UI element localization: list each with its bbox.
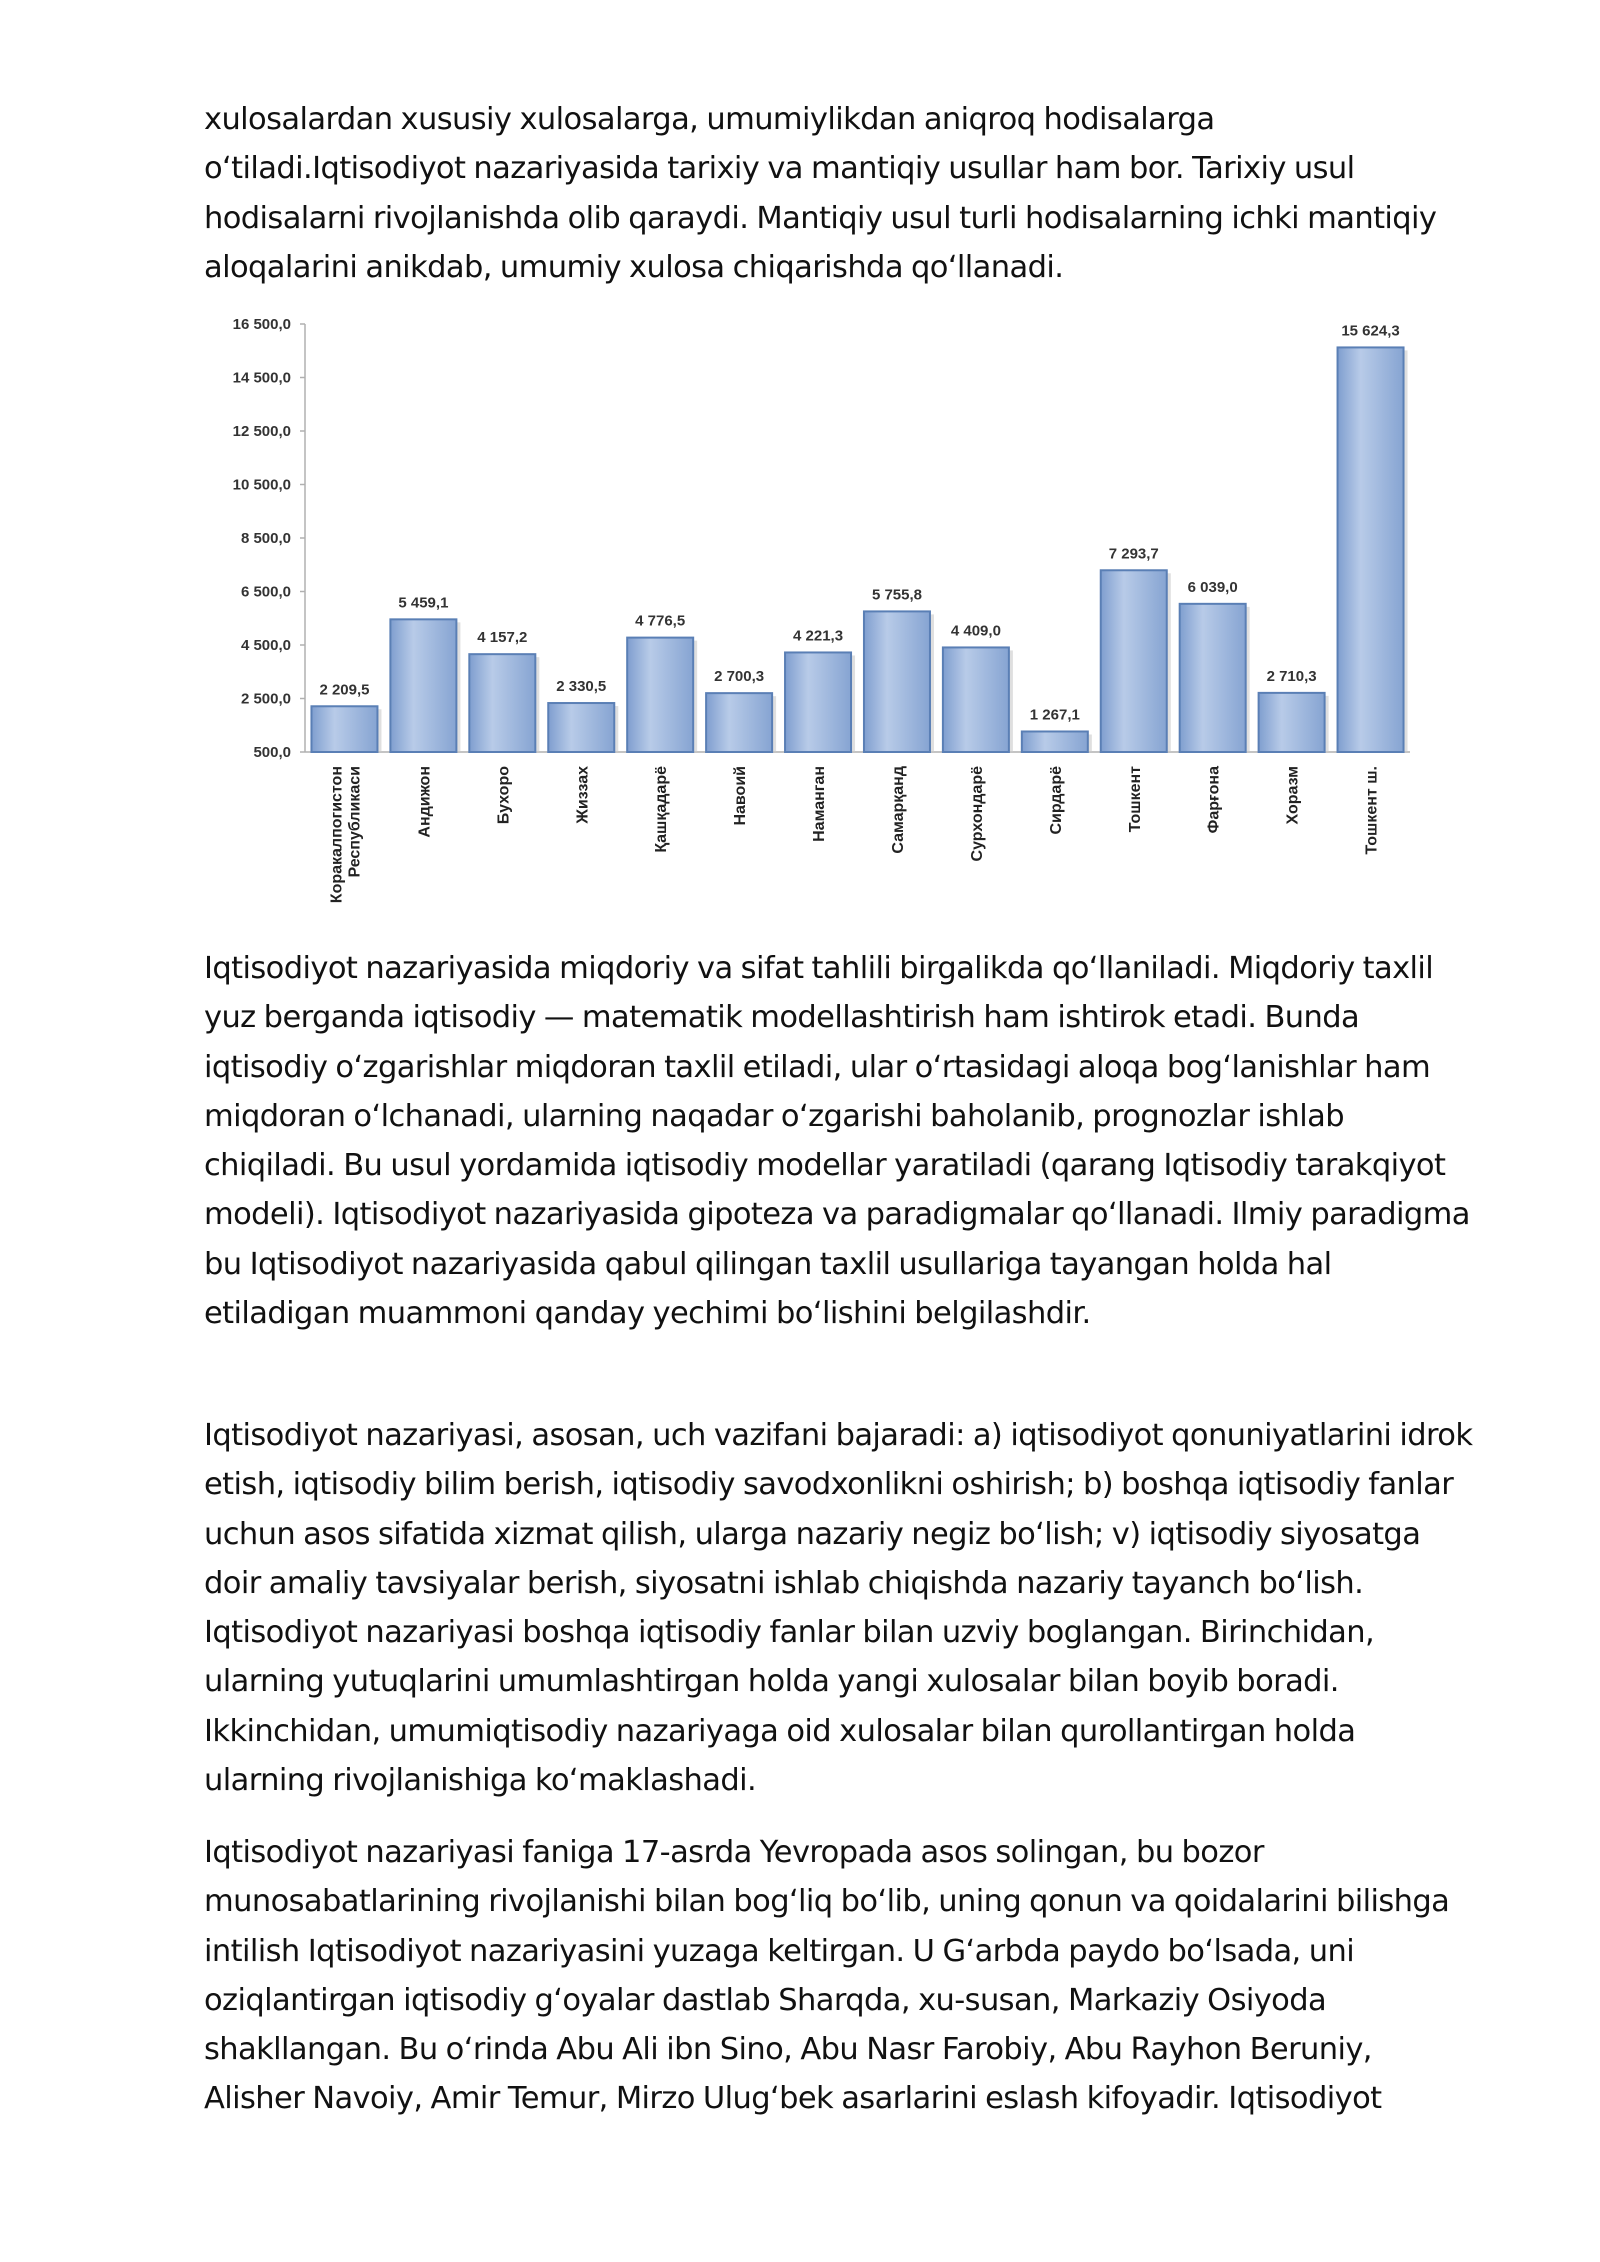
y-tick-label: 12 500,0: [232, 423, 291, 440]
category-label-line: Жиззах: [574, 766, 592, 824]
bar: [311, 706, 377, 752]
category-label: [574, 766, 591, 825]
category-label: [732, 766, 749, 826]
category-label-line: Бухоро: [495, 766, 513, 825]
chart-bars: [311, 347, 1407, 752]
category-label: [1285, 766, 1302, 825]
category-label: [811, 766, 828, 842]
paragraph-analysis: Iqtisodiyot nazariyasida miqdoriy va sifat tahlili birgalikda qo‘llaniladi. Miqdoriy taxlil yuz berganda iqtisodiy — matematik modellashtirish ham ishtirok etadi. Bunda iqtisodiy o‘zgarishlar miqdoran taxlil etiladi, ular o‘rtasidagi aloqa bog‘lanishlar ham miqdoran o‘lchanadi, ularning naqadar o‘zgarishi baholanib, prognozlar ishlab chiqiladi. Bu usul yordamida iqtisodiy modellar yaratiladi (qarang Iqtisodiy tarakqiyot modeli). Iqtisodiyot nazariyasida gipoteza va paradigmalar qo‘llanadi. Ilmiy paradigma bu Iqtisodiyot nazariyasida qabul qilingan taxlil usullariga tayangan holda hal etiladigan muammoni qanday yechimi bo‘lishini belgilashdir.: [204, 951, 1470, 1332]
data-label: 4 157,2: [477, 629, 528, 647]
bar-chart: [200, 305, 1460, 945]
paragraph-intro: xulosalardan xususiy xulosalarga, umumiylikdan aniqroq hodisalarga o‘tiladi.Iqtisodiyot nazariyasida tarixiy va mantiqiy usullar ham bor. Tarixiy usul hodisalarni rivojlanishda olib qaraydi. Mantiqiy usul turli hodisalarning ichki mantiqiy aloqalarini anikdab, umumiy xulosa chiqarishda qo‘llanadi.: [204, 102, 1437, 285]
y-tick-label: 8 500,0: [240, 530, 291, 547]
bar: [1338, 347, 1404, 752]
category-label: [495, 766, 512, 824]
paragraph-functions: Iqtisodiyot nazariyasi, asosan, uch vazifani bajaradi: a) iqtisodiyot qonuniyatlarini idrok etish, iqtisodiy bilim berish, iqtisodiy savodxonlikni oshirish; b) boshqa iqtisodiy fanlar uchun asos sifatida xizmat qilish, ularga nazariy negiz bo‘lish; v) iqtisodiy siyosatga doir amaliy tavsiyalar berish, siyosatni ishlab chiqishda nazariy tayanch bo‘lish. Iqtisodiyot nazariyasi boshqa iqtisodiy fanlar bilan uzviy boglangan. Birinchidan, ularning yutuqlarini umumlashtirgan holda yangi xulosalar bilan boyib boradi. Ikkinchidan, umumiqtisodiy nazariyaga oid xulosalar bilan qurollantirgan holda ularning rivojlanishiga ko‘maklashadi.: [204, 1418, 1473, 1799]
data-label: 2 330,5: [556, 678, 607, 696]
data-label: 15 624,3: [1341, 322, 1400, 340]
category-label: [1048, 766, 1065, 835]
category-label: [416, 766, 433, 838]
y-tick-label: 14 500,0: [232, 369, 291, 387]
data-label: 6 039,0: [1187, 578, 1238, 596]
data-label: 5 755,8: [871, 586, 922, 604]
data-label: 2 710,3: [1266, 667, 1317, 685]
category-label: [328, 766, 363, 903]
bar: [1101, 570, 1167, 752]
bar: [785, 652, 851, 752]
y-tick-label: 2 500,0: [240, 690, 291, 708]
chart-svg: [200, 305, 1460, 945]
y-tick-label: 4 500,0: [240, 637, 291, 654]
category-label: [653, 766, 670, 853]
category-label: [890, 766, 907, 854]
bar: [1259, 693, 1325, 752]
bar: [706, 693, 772, 752]
bar: [390, 619, 456, 752]
category-label-line: Тошкент: [1126, 766, 1144, 833]
data-label: 5 459,1: [398, 594, 449, 612]
category-label: [1364, 766, 1381, 855]
category-label-line: Республикаси: [346, 766, 364, 878]
y-tick-label: 6 500,0: [240, 583, 291, 601]
bar: [1180, 604, 1246, 752]
bar: [469, 654, 535, 752]
paragraph-history: Iqtisodiyot nazariyasi faniga 17-asrda Yevropada asos solingan, bu bozor munosabatlarining rivojlanishi bilan bog‘liq bo‘lib, uning qonun va qoidalarini bilishga intilish Iqtisodiyot nazariyasini yuzaga keltirgan. U G‘arbda paydo bo‘lsada, uni oziqlantirgan iqtisodiy g‘oyalar dastlab Sharqda, xu-susan, Markaziy Osiyoda shakllangan. Bu o‘rinda Abu Ali ibn Sino, Abu Nasr Farobiy, Abu Rayhon Beruniy, Alisher Navoiy, Amir Temur, Mirzo Ulug‘bek asarlarini eslash kifoyadir. Iqtisodiyot: [204, 1835, 1450, 2117]
data-label: 1 267,1: [1029, 706, 1080, 724]
category-label: [969, 766, 986, 862]
bar: [627, 638, 693, 752]
bar: [548, 703, 614, 752]
category-label: [1127, 766, 1144, 832]
data-label: 4 409,0: [950, 622, 1001, 640]
y-tick-label: 10 500,0: [232, 476, 291, 494]
category-label-line: Наманган: [811, 766, 829, 842]
category-label-line: Навоий: [732, 766, 750, 826]
category-label-line: Хоразм: [1284, 766, 1302, 825]
category-label-line: Қашқадарё: [653, 766, 671, 853]
category-label: [1206, 766, 1223, 833]
bar: [864, 611, 930, 752]
bar: [943, 647, 1009, 752]
data-label: 4 221,3: [793, 627, 844, 645]
category-label-line: Самарқанд: [889, 766, 907, 854]
category-label-line: Сурхондарё: [968, 766, 986, 862]
bar: [1022, 731, 1088, 752]
data-label: 7 293,7: [1108, 545, 1159, 563]
category-label-line: Сирдарё: [1047, 766, 1065, 835]
category-label-line: Коракалпогистон: [328, 766, 346, 904]
data-label: 2 209,5: [319, 681, 370, 699]
y-tick-label: 16 500,0: [232, 316, 291, 333]
data-label: 2 700,3: [714, 668, 765, 686]
category-label-line: Тошкент ш.: [1363, 766, 1381, 855]
y-tick-label: 500,0: [253, 744, 291, 761]
category-label-line: Фарғона: [1205, 766, 1223, 834]
category-label-line: Андижон: [416, 766, 434, 838]
data-label: 4 776,5: [635, 612, 686, 630]
